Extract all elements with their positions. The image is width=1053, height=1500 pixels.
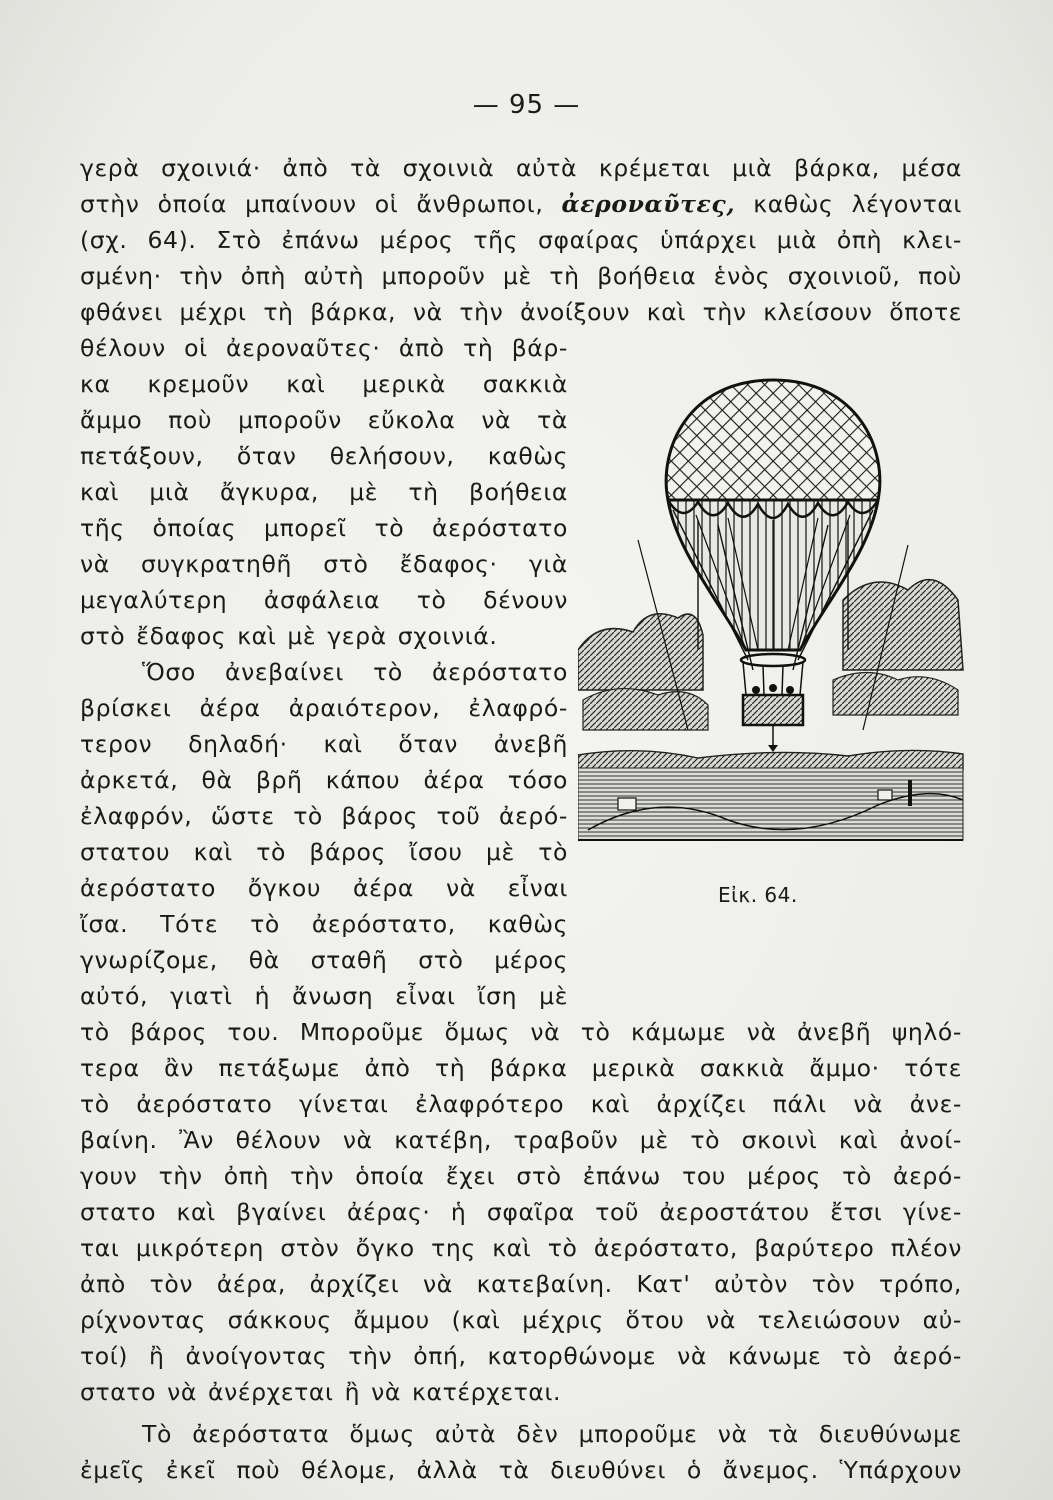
text-span: στὴν ὁποία μπαίνουν οἱ ἄνθρωποι, bbox=[80, 190, 544, 218]
text-line: ἄμμο ποὺ μποροῦν εὔκολα νὰ τὰ bbox=[80, 406, 568, 434]
text-line: (σχ. 64). Στὸ ἐπάνω μέρος τῆς σφαίρας ὑπάρχει μιὰ ὀπὴ κλει- bbox=[80, 226, 962, 254]
text-line: τῆς ὁποίας μπορεῖ τὸ ἀερόστατο bbox=[80, 514, 568, 542]
text-line: στατο καὶ βγαίνει ἀέρας· ἡ σφαῖρα τοῦ ἀεροστάτου ἔτσι γίνε- bbox=[80, 1198, 962, 1226]
hot-air-balloon-illustration bbox=[578, 350, 968, 870]
text-line: τοί) ἢ ἀνοίγοντας τὴν ὀπή, κατορθώνομε νὰ κάνωμε τὸ ἀερό- bbox=[80, 1342, 962, 1370]
text-line: στὸ ἔδαφος καὶ μὲ γερὰ σχοινιά. bbox=[80, 622, 498, 650]
text-line: ἐλαφρόν, ὥστε τὸ βάρος τοῦ ἀερό- bbox=[80, 802, 568, 830]
text-line: νὰ συγκρατηθῆ στὸ ἔδαφος· γιὰ bbox=[80, 550, 568, 578]
text-line bbox=[80, 188, 962, 220]
text-line: στατου καὶ τὸ βάρος ἴσου μὲ τὸ bbox=[80, 838, 568, 866]
text-line: πετάξουν, ὅταν θελήσουν, καθὼς bbox=[80, 442, 568, 470]
text-line: ἀερόστατο ὄγκου ἀέρα νὰ εἶναι bbox=[80, 874, 568, 902]
text-line: ρίχνοντας σάκκους ἄμμου (καὶ μέχρις ὅτου νὰ τελειώσουν αὐ- bbox=[80, 1306, 962, 1334]
balloon-figure bbox=[578, 350, 968, 870]
figure-caption: Εἰκ. 64. bbox=[718, 883, 798, 907]
text-line: γνωρίζομε, θὰ σταθῆ στὸ μέρος bbox=[80, 946, 568, 974]
text-line: καὶ μιὰ ἄγκυρα, μὲ τὴ βοήθεια bbox=[80, 478, 568, 506]
text-line: βρίσκει ἀέρα ἀραιότερον, ἐλαφρό- bbox=[80, 694, 568, 722]
text-line: φθάνει μέχρι τὴ βάρκα, νὰ τὴν ἀνοίξουν καὶ τὴν κλείσουν ὅποτε bbox=[80, 298, 962, 326]
text-line: ἐμεῖς ἐκεῖ ποὺ θέλομε, ἀλλὰ τὰ διευθύνει ὁ ἄνεμος. Ὑπάρχουν bbox=[80, 1456, 962, 1484]
text-line: ἀρκετά, θὰ βρῆ κάπου ἀέρα τόσο bbox=[80, 766, 568, 794]
text-line: βαίνη. Ἂν θέλουν νὰ κατέβη, τραβοῦν μὲ τὸ σκοινὶ καὶ ἀνοί- bbox=[80, 1126, 962, 1154]
text-line: ται μικρότερη στὸν ὄγκο της καὶ τὸ ἀερόστατο, βαρύτερο πλέον bbox=[80, 1234, 962, 1262]
text-line: σμένη· τὴν ὀπὴ αὐτὴ μποροῦν μὲ τὴ βοήθεια ἑνὸς σχοινιοῦ, ποὺ bbox=[80, 262, 962, 290]
text-line: στατο νὰ ἀνέρχεται ἢ νὰ κατέρχεται. bbox=[80, 1378, 562, 1406]
emphasized-term: ἀεροναῦτες, bbox=[561, 190, 736, 218]
text-line: τερα ἂν πετάξωμε ἀπὸ τὴ βάρκα μερικὰ σακκιὰ ἄμμο· τότε bbox=[80, 1054, 962, 1082]
text-line: αὐτό, γιατὶ ἡ ἄνωση εἶναι ἴση μὲ bbox=[80, 982, 568, 1010]
text-line: Ὅσο ἀνεβαίνει τὸ ἀερόστατο bbox=[142, 658, 568, 686]
text-line: τὸ βάρος του. Μποροῦμε ὅμως νὰ τὸ κάμωμε νὰ ἀνεβῆ ψηλό- bbox=[80, 1018, 962, 1046]
text-line: Τὸ ἀερόστατα ὅμως αὐτὰ δὲν μποροῦμε νὰ τὰ διευθύνωμε bbox=[142, 1420, 962, 1448]
text-line: κα κρεμοῦν καὶ μερικὰ σακκιὰ bbox=[80, 370, 568, 398]
text-line: ἀπὸ τὸν ἀέρα, ἀρχίζει νὰ κατεβαίνη. Κατ' αὐτὸν τὸν τρόπο, bbox=[80, 1270, 962, 1298]
text-span: καθὼς λέγονται bbox=[753, 190, 962, 218]
text-line: τερον δηλαδή· καὶ ὅταν ἀνεβῆ bbox=[80, 730, 568, 758]
text-line: τὸ ἀερόστατο γίνεται ἐλαφρότερο καὶ ἀρχίζει πάλι νὰ ἀνε- bbox=[80, 1090, 962, 1118]
text-line: γουν τὴν ὀπὴ τὴν ὁποία ἔχει στὸ ἐπάνω του μέρος τὸ ἀερό- bbox=[80, 1162, 962, 1190]
page-number: — 95 — bbox=[472, 90, 581, 120]
text-line: γερὰ σχοινιά· ἀπὸ τὰ σχοινιὰ αὐτὰ κρέμεται μιὰ βάρκα, μέσα bbox=[80, 154, 962, 182]
text-line: θέλουν οἱ ἀεροναῦτες· ἀπὸ τὴ βάρ- bbox=[80, 334, 568, 362]
text-line: μεγαλύτερη ἀσφάλεια τὸ δένουν bbox=[80, 586, 568, 614]
text-line: ἴσα. Τότε τὸ ἀερόστατο, καθὼς bbox=[80, 910, 568, 938]
